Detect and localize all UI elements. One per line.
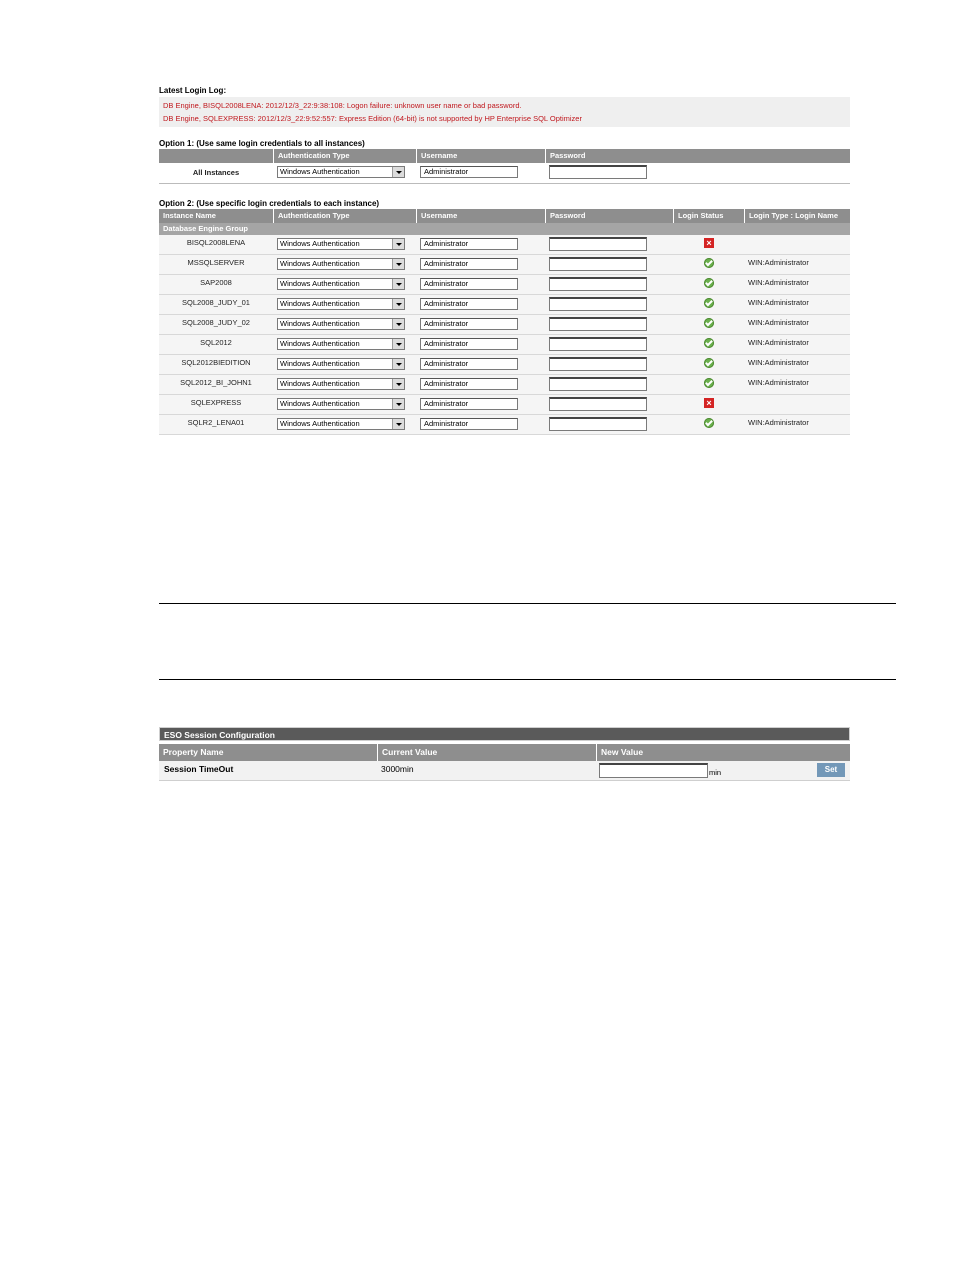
instance-row [159, 235, 850, 255]
instance-username-input[interactable]: Administrator [420, 358, 518, 370]
instance-password-input[interactable] [549, 277, 647, 291]
database-engine-group: Database Engine Group [159, 223, 850, 235]
instance-password-input[interactable] [549, 397, 647, 411]
instance-row [159, 375, 850, 395]
dropdown-arrow-icon [392, 279, 404, 289]
instance-username-input[interactable]: Administrator [420, 418, 518, 430]
login-type-name: WIN:Administrator [748, 338, 809, 347]
instance-name: BISQL2008LENA [186, 238, 246, 247]
check-icon [704, 378, 714, 388]
option2-title: Option 2: (Use specific login credentials to each instance) [159, 199, 380, 208]
instance-row [159, 415, 850, 435]
instance-password-input[interactable] [549, 417, 647, 431]
dropdown-arrow-icon [392, 319, 404, 329]
login-log-title: Latest Login Log: [159, 86, 227, 95]
dropdown-arrow-icon [392, 299, 404, 309]
option1-title: Option 1: (Use same login credentials to all instances) [159, 139, 365, 148]
option1-header-row [159, 149, 850, 163]
eso-header-new: New Value [596, 744, 850, 761]
instance-password-input[interactable] [549, 337, 647, 351]
option2-header-password: Password [545, 209, 673, 223]
login-log-line: DB Engine, BISQL2008LENA: 2012/12/3_22:9:38:108: Logon failure: unknown user name or bad password. [163, 101, 522, 110]
dropdown-arrow-icon [392, 399, 404, 409]
login-log-line: DB Engine, SQLEXPRESS: 2012/12/3_22:9:52:557: Express Edition (64-bit) is not supported by HP Enterprise SQL Optimizer [163, 114, 582, 123]
dropdown-arrow-icon [392, 259, 404, 269]
option2-header-login-type: Login Type : Login Name [744, 209, 850, 223]
option1-table [159, 149, 850, 184]
instance-auth-select[interactable]: Windows Authentication [277, 278, 405, 290]
instance-password-input[interactable] [549, 317, 647, 331]
eso-property-name: Session TimeOut [164, 764, 234, 774]
option2-table [159, 209, 850, 435]
instance-row [159, 355, 850, 375]
option1-row [159, 163, 850, 184]
instance-auth-select[interactable]: Windows Authentication [277, 238, 405, 250]
session-timeout-input[interactable] [599, 763, 708, 778]
instance-username-input[interactable]: Administrator [420, 238, 518, 250]
instance-username-input[interactable]: Administrator [420, 398, 518, 410]
check-icon [704, 338, 714, 348]
eso-unit-label: min [709, 768, 722, 777]
instance-auth-select[interactable]: Windows Authentication [277, 378, 405, 390]
instance-row [159, 335, 850, 355]
error-icon: × [704, 238, 714, 248]
dropdown-arrow-icon [392, 359, 404, 369]
option2-header-username: Username [416, 209, 545, 223]
login-type-name: WIN:Administrator [748, 278, 809, 287]
check-icon [704, 298, 714, 308]
option2-header-login-status: Login Status [673, 209, 744, 223]
instance-username-input[interactable]: Administrator [420, 378, 518, 390]
instance-password-input[interactable] [549, 297, 647, 311]
instance-name: SQL2008_JUDY_01 [182, 298, 250, 307]
dropdown-arrow-icon [392, 167, 404, 177]
dropdown-arrow-icon [392, 339, 404, 349]
instance-username-input[interactable]: Administrator [420, 338, 518, 350]
instance-password-input[interactable] [549, 357, 647, 371]
instance-username-input[interactable]: Administrator [420, 318, 518, 330]
login-type-name: WIN:Administrator [748, 318, 809, 327]
check-icon [704, 418, 714, 428]
option2-header-row [159, 209, 850, 223]
check-icon [704, 258, 714, 268]
instance-password-input[interactable] [549, 237, 647, 251]
instance-row [159, 275, 850, 295]
instance-name: MSSQLSERVER [187, 258, 245, 267]
instance-username-input[interactable]: Administrator [420, 258, 518, 270]
option1-instance-label: All Instances [192, 168, 240, 177]
option1-username-input[interactable]: Administrator [420, 166, 518, 178]
option1-header-auth: Authentication Type [273, 149, 416, 163]
instance-name: SQLEXPRESS [190, 398, 242, 407]
instance-auth-select[interactable]: Windows Authentication [277, 318, 405, 330]
login-log-box [159, 97, 850, 127]
option2-header-instance: Instance Name [163, 211, 216, 220]
check-icon [704, 358, 714, 368]
divider-line [159, 603, 896, 604]
login-type-name: WIN:Administrator [748, 418, 809, 427]
instance-password-input[interactable] [549, 257, 647, 271]
option2-header-auth: Authentication Type [273, 209, 416, 223]
dropdown-arrow-icon [392, 379, 404, 389]
instance-name: SQL2012 [200, 338, 232, 347]
eso-session-title: ESO Session Configuration [159, 727, 850, 741]
option1-auth-select[interactable]: Windows Authentication [277, 166, 405, 178]
instance-name: SQL2012_BI_JOHN1 [180, 378, 252, 387]
eso-header-property: Property Name [163, 747, 224, 757]
instance-name: SQL2008_JUDY_02 [182, 318, 250, 327]
instance-auth-select[interactable]: Windows Authentication [277, 258, 405, 270]
instance-row [159, 315, 850, 335]
check-icon [704, 318, 714, 328]
login-type-name: WIN:Administrator [748, 298, 809, 307]
error-icon: × [704, 398, 714, 408]
divider-line [159, 679, 896, 680]
instance-auth-select[interactable]: Windows Authentication [277, 298, 405, 310]
instance-username-input[interactable]: Administrator [420, 298, 518, 310]
login-type-name: WIN:Administrator [748, 258, 809, 267]
instance-username-input[interactable]: Administrator [420, 278, 518, 290]
dropdown-arrow-icon [392, 419, 404, 429]
option1-header-username: Username [416, 149, 545, 163]
option1-header-password: Password [545, 149, 850, 163]
eso-header-current: Current Value [377, 744, 596, 761]
instance-name: SQLR2_LENA01 [187, 418, 245, 427]
instance-row [159, 255, 850, 275]
instance-auth-select[interactable]: Windows Authentication [277, 338, 405, 350]
login-type-name: WIN:Administrator [748, 358, 809, 367]
instance-auth-select[interactable]: Windows Authentication [277, 398, 405, 410]
instance-name: SAP2008 [200, 278, 232, 287]
set-button[interactable]: Set [817, 763, 845, 777]
instance-name: SQL2012BIEDITION [181, 358, 251, 367]
option1-password-input[interactable] [549, 165, 647, 179]
eso-current-value: 3000min [381, 764, 414, 774]
instance-row [159, 395, 850, 415]
instance-password-input[interactable] [549, 377, 647, 391]
instance-row [159, 295, 850, 315]
eso-header-row [159, 744, 850, 761]
option1-header-blank [159, 149, 273, 163]
eso-session-row [159, 761, 850, 781]
instance-auth-select[interactable]: Windows Authentication [277, 418, 405, 430]
eso-session-panel [159, 727, 850, 781]
login-type-name: WIN:Administrator [748, 378, 809, 387]
dropdown-arrow-icon [392, 239, 404, 249]
instance-auth-select[interactable]: Windows Authentication [277, 358, 405, 370]
check-icon [704, 278, 714, 288]
